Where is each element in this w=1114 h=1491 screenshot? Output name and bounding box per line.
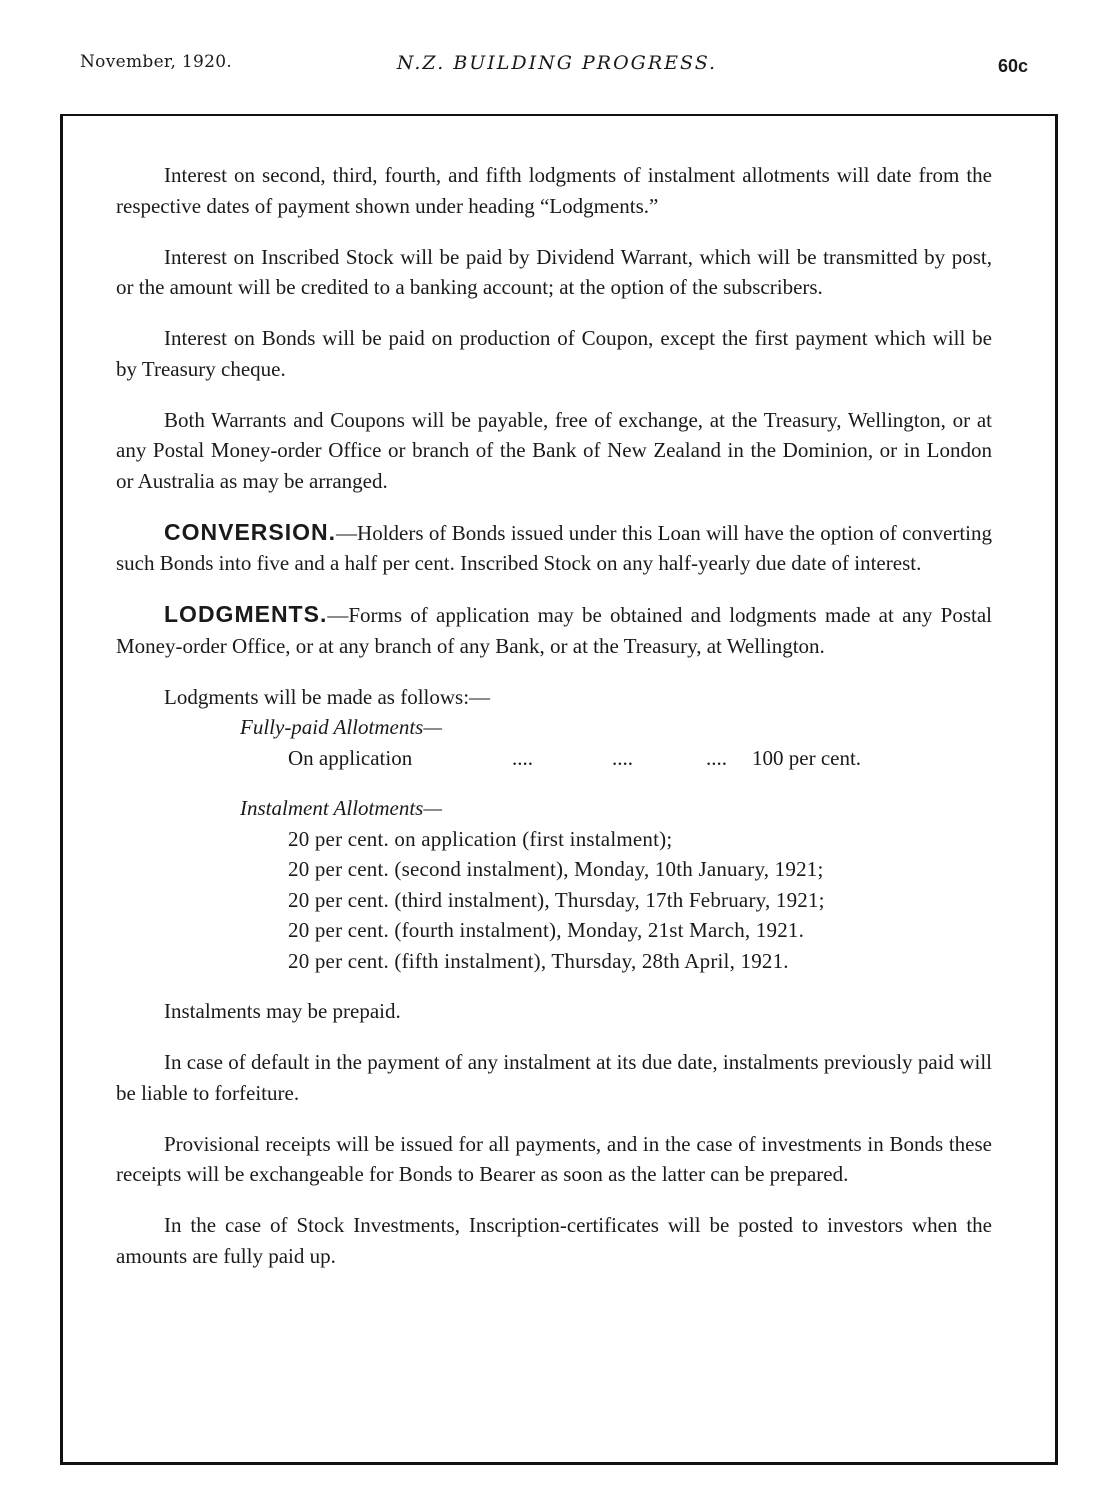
instalment-line: 20 per cent. (fourth instalment), Monday, 21st March, 1921. [288,918,805,942]
page-number: 60c [997,56,1028,76]
leader-dots: .... [512,745,533,770]
schedule-intro: Lodgments will be made as follows:— [164,684,491,709]
paragraph-lodgments [116,599,992,661]
notice-content [116,160,992,1292]
publication-title: N.Z. BUILDING PROGRESS. [396,52,718,74]
lodgments-heading: LODGMENTS. [164,601,328,627]
paragraph-interest-bonds: Interest on Bonds will be paid on production of Coupon, except the first payment which will be by Treasury cheque. [116,326,992,381]
lodgments-text: —Forms of application may be obtained and lodgments made at any Postal Money-order Office, or at any branch of any Bank, or at the Treasury, at Wellington. [116,603,992,658]
paragraph-interest-stock: Interest on Inscribed Stock will be paid by Dividend Warrant, which will be transmitted by post, or the amount will be credited to a banking account; at the option of the subscribers. [116,244,992,299]
fully-paid-label: On application [288,745,413,770]
paragraph-default: In case of default in the payment of any instalment at its due date, instalments previously paid will be liable to forfeiture. [116,1050,992,1105]
instalment-heading: Instalment Allotments— [240,796,443,820]
paragraph-prepaid: Instalments may be prepaid. [164,999,401,1023]
leader-dots: .... [706,745,727,770]
fully-paid-value: 100 per cent. [752,745,862,770]
paragraph-interest-lodgments: Interest on second, third, fourth, and fifth lodgments of instalment allotments will date from the respective dates of payment shown under heading “Lodgments.” [116,163,992,218]
fully-paid-heading: Fully-paid Allotments— [240,715,443,739]
instalment-line: 20 per cent. on application (first instalment); [288,826,673,851]
page-header [0,52,1114,84]
lodgment-schedule [116,682,992,977]
instalment-line: 20 per cent. (third instalment), Thursday, 17th February, 1921; [288,887,825,912]
paragraph-stock-investments: In the case of Stock Investments, Inscription-certificates will be posted to investors when the amounts are fully paid up. [116,1213,992,1268]
conversion-heading: CONVERSION. [164,518,337,545]
leader-dots: .... [612,745,633,770]
fully-paid-row [116,743,992,774]
issue-date: November, 1920. [80,52,233,72]
instalment-line: 20 per cent. (second instalment), Monday, 10th January, 1921; [288,857,824,881]
conversion-text: —Holders of Bonds issued under this Loan will have the option of converting such Bonds into five and a half per cent. Inscribed Stock on any half-yearly due date of interest. [116,520,992,575]
paragraph-receipts: Provisional receipts will be issued for all payments, and in the case of investments in Bonds these receipts will be exchangeable for Bonds to Bearer as soon as the latter can be prepared. [116,1131,992,1186]
paragraph-conversion [116,517,992,579]
instalment-line: 20 per cent. (fifth instalment), Thursday, 28th April, 1921. [288,948,789,973]
paragraph-warrants-coupons: Both Warrants and Coupons will be payable, free of exchange, at the Treasury, Wellington, or at any Postal Money-order Office or branch of the Bank of New Zealand in the Dominion, or in London or Australia as may be arranged. [116,407,992,493]
